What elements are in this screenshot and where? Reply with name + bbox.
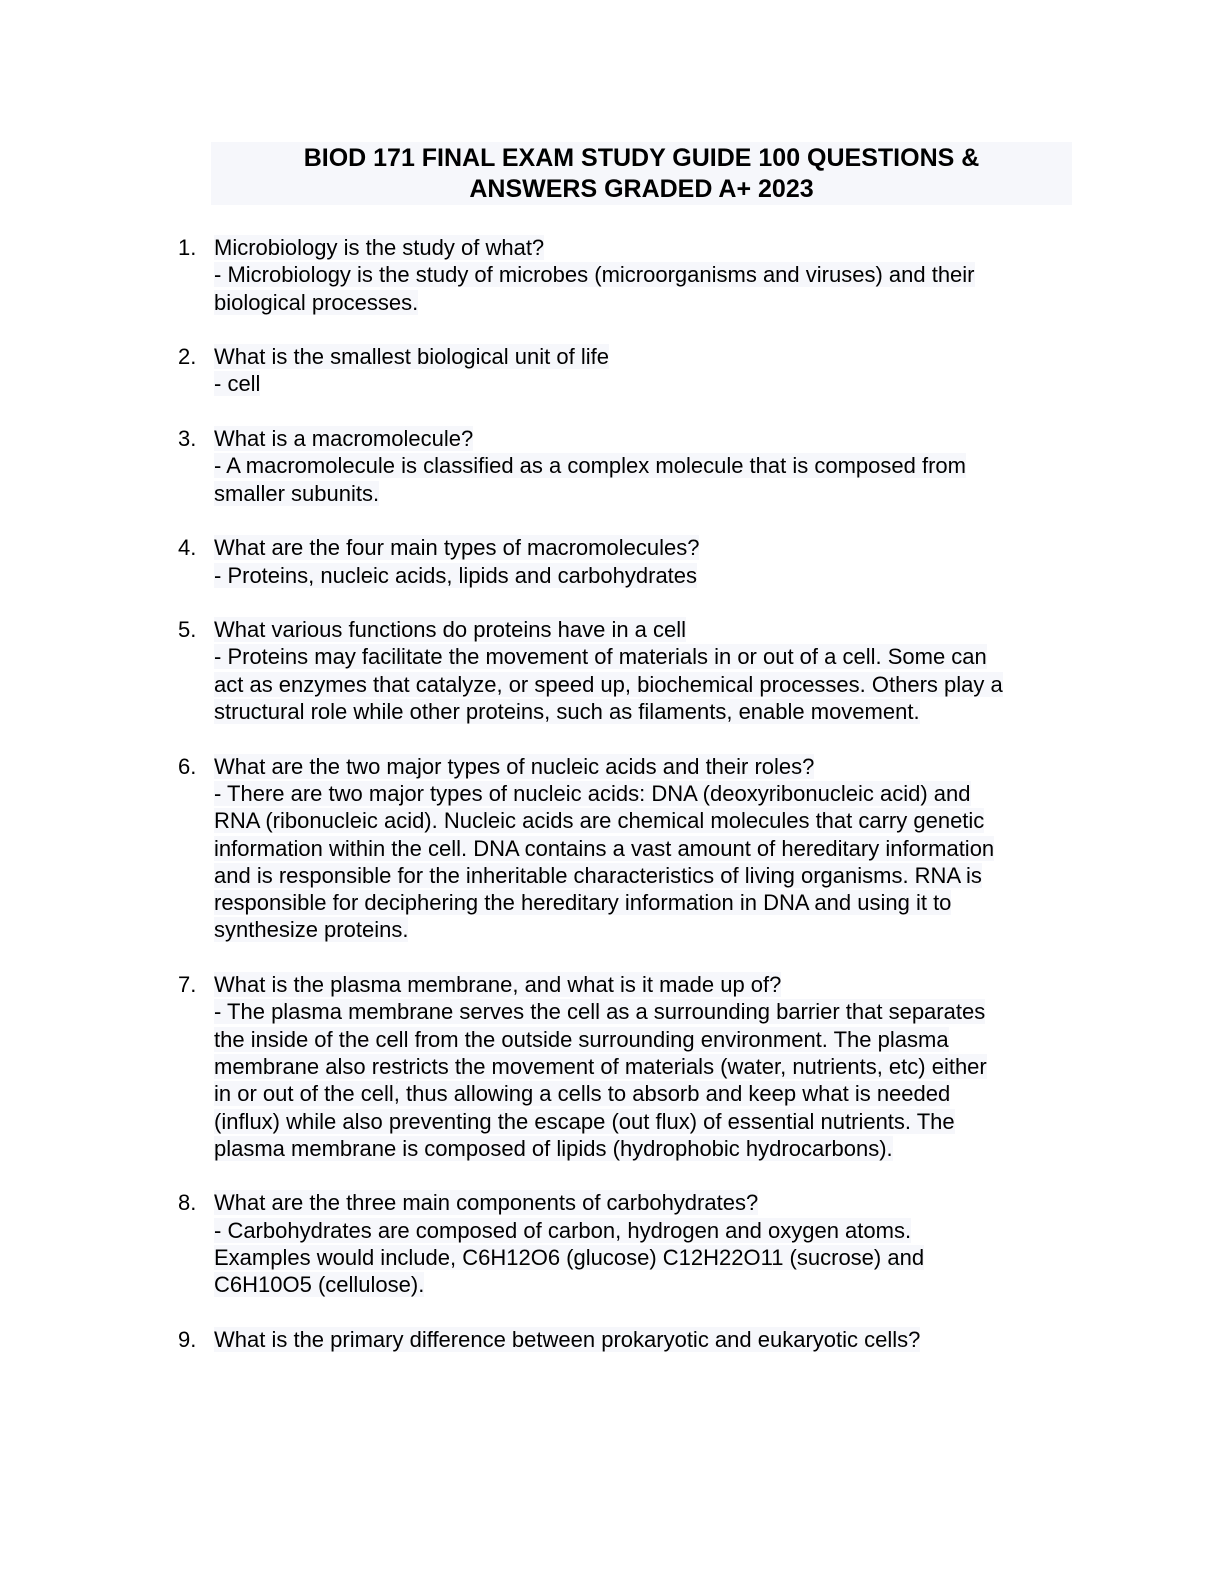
answer-line bbox=[214, 1053, 1224, 1080]
text-line: information within the cell. DNA contains a vast amount of hereditary information bbox=[214, 835, 995, 861]
question-line bbox=[214, 534, 1224, 561]
question-number: 8. bbox=[178, 1190, 197, 1216]
answer-line bbox=[214, 370, 1224, 397]
question-line bbox=[214, 971, 1224, 998]
text-line: synthesize proteins. bbox=[214, 917, 409, 943]
title-line-1: BIOD 171 FINAL EXAM STUDY GUIDE 100 QUESTIONS & bbox=[303, 144, 980, 172]
text-line: - cell bbox=[214, 371, 261, 397]
question-item bbox=[0, 234, 1224, 316]
question-item bbox=[0, 534, 1224, 589]
question-number: 5. bbox=[178, 617, 197, 643]
text-line: - Microbiology is the study of microbes (microorganisms and viruses) and their bbox=[214, 262, 975, 288]
answer-line bbox=[214, 889, 1224, 916]
answer-line bbox=[214, 643, 1224, 670]
answer-line bbox=[214, 780, 1224, 807]
answer-line bbox=[214, 916, 1224, 943]
text-line: and is responsible for the inheritable characteristics of living organisms. RNA is bbox=[214, 862, 982, 888]
text-line: What are the three main components of carbohydrates? bbox=[214, 1190, 759, 1216]
text-line: - Proteins, nucleic acids, lipids and carbohydrates bbox=[214, 562, 698, 588]
text-line: What is the plasma membrane, and what is it made up of? bbox=[214, 972, 782, 998]
text-line: (influx) while also preventing the escape (out flux) of essential nutrients. The bbox=[214, 1108, 955, 1134]
text-line: What are the four main types of macromolecules? bbox=[214, 535, 700, 561]
question-item bbox=[0, 1326, 1224, 1353]
text-line: biological processes. bbox=[214, 289, 419, 315]
answer-line bbox=[214, 998, 1224, 1025]
text-line: Microbiology is the study of what? bbox=[214, 235, 545, 260]
text-line: RNA (ribonucleic acid). Nucleic acids are chemical molecules that carry genetic bbox=[214, 808, 985, 834]
question-text bbox=[214, 534, 1224, 589]
question-line bbox=[214, 616, 1224, 643]
text-line: What is the primary difference between prokaryotic and eukaryotic cells? bbox=[214, 1326, 921, 1352]
text-line: What various functions do proteins have in a cell bbox=[214, 617, 687, 643]
question-number: 1. bbox=[178, 235, 197, 260]
question-number: 3. bbox=[178, 426, 197, 452]
question-item bbox=[0, 1189, 1224, 1298]
question-text bbox=[214, 1326, 1224, 1353]
answer-line bbox=[214, 807, 1224, 834]
text-line: structural role while other proteins, such as filaments, enable movement. bbox=[214, 699, 920, 725]
text-line: in or out of the cell, thus allowing a cells to absorb and keep what is needed bbox=[214, 1081, 951, 1107]
answer-line bbox=[214, 1244, 1224, 1271]
answer-line bbox=[214, 1217, 1224, 1244]
text-line: - Proteins may facilitate the movement of materials in or out of a cell. Some can bbox=[214, 644, 987, 670]
question-number: 4. bbox=[178, 535, 197, 561]
question-line bbox=[214, 343, 1224, 370]
answer-line bbox=[214, 1026, 1224, 1053]
text-line: act as enzymes that catalyze, or speed up, biochemical processes. Others play a bbox=[214, 671, 1003, 697]
text-line: - Carbohydrates are composed of carbon, hydrogen and oxygen atoms. bbox=[214, 1217, 912, 1243]
question-number: 9. bbox=[178, 1326, 197, 1352]
answer-line bbox=[214, 1135, 1224, 1162]
answer-line bbox=[214, 562, 1224, 589]
question-line bbox=[214, 234, 1224, 261]
text-line: - A macromolecule is classified as a complex molecule that is composed from bbox=[214, 453, 966, 479]
text-line: - The plasma membrane serves the cell as a surrounding barrier that separates bbox=[214, 999, 986, 1025]
text-line: C6H10O5 (cellulose). bbox=[214, 1272, 425, 1298]
question-text bbox=[214, 343, 1224, 398]
answer-line bbox=[214, 862, 1224, 889]
question-item bbox=[0, 971, 1224, 1162]
question-text bbox=[214, 234, 1224, 316]
question-number: 7. bbox=[178, 972, 197, 998]
question-number: 2. bbox=[178, 344, 197, 370]
question-item bbox=[0, 343, 1224, 398]
question-item bbox=[0, 425, 1224, 507]
answer-line bbox=[214, 698, 1224, 725]
text-line: membrane also restricts the movement of materials (water, nutrients, etc) either bbox=[214, 1053, 987, 1079]
question-list bbox=[0, 234, 1224, 1380]
answer-line bbox=[214, 671, 1224, 698]
text-line: What is the smallest biological unit of life bbox=[214, 344, 609, 370]
answer-line bbox=[214, 1080, 1224, 1107]
question-line bbox=[214, 425, 1224, 452]
text-line: Examples would include, C6H12O6 (glucose) C12H22O11 (sucrose) and bbox=[214, 1244, 925, 1270]
question-text bbox=[214, 425, 1224, 507]
question-text bbox=[214, 753, 1224, 944]
question-line bbox=[214, 1326, 1224, 1353]
answer-line bbox=[214, 261, 1224, 288]
answer-line bbox=[214, 452, 1224, 479]
question-item bbox=[0, 753, 1224, 944]
answer-line bbox=[214, 289, 1224, 316]
question-line bbox=[214, 1189, 1224, 1216]
question-text bbox=[214, 971, 1224, 1162]
document-title bbox=[211, 142, 1072, 205]
text-line: smaller subunits. bbox=[214, 480, 380, 506]
text-line: plasma membrane is composed of lipids (hydrophobic hydrocarbons). bbox=[214, 1135, 893, 1161]
answer-line bbox=[214, 480, 1224, 507]
answer-line bbox=[214, 1108, 1224, 1135]
question-number: 6. bbox=[178, 753, 197, 779]
question-text bbox=[214, 1189, 1224, 1298]
answer-line bbox=[214, 1271, 1224, 1298]
question-line bbox=[214, 753, 1224, 780]
question-item bbox=[0, 616, 1224, 725]
text-line: What is a macromolecule? bbox=[214, 426, 474, 452]
title-line-2: ANSWERS GRADED A+ 2023 bbox=[469, 175, 814, 203]
text-line: What are the two major types of nucleic acids and their roles? bbox=[214, 753, 815, 779]
text-line: - There are two major types of nucleic acids: DNA (deoxyribonucleic acid) and bbox=[214, 780, 971, 806]
question-text bbox=[214, 616, 1224, 725]
answer-line bbox=[214, 835, 1224, 862]
text-line: the inside of the cell from the outside surrounding environment. The plasma bbox=[214, 1026, 949, 1052]
text-line: responsible for deciphering the hereditary information in DNA and using it to bbox=[214, 890, 952, 916]
